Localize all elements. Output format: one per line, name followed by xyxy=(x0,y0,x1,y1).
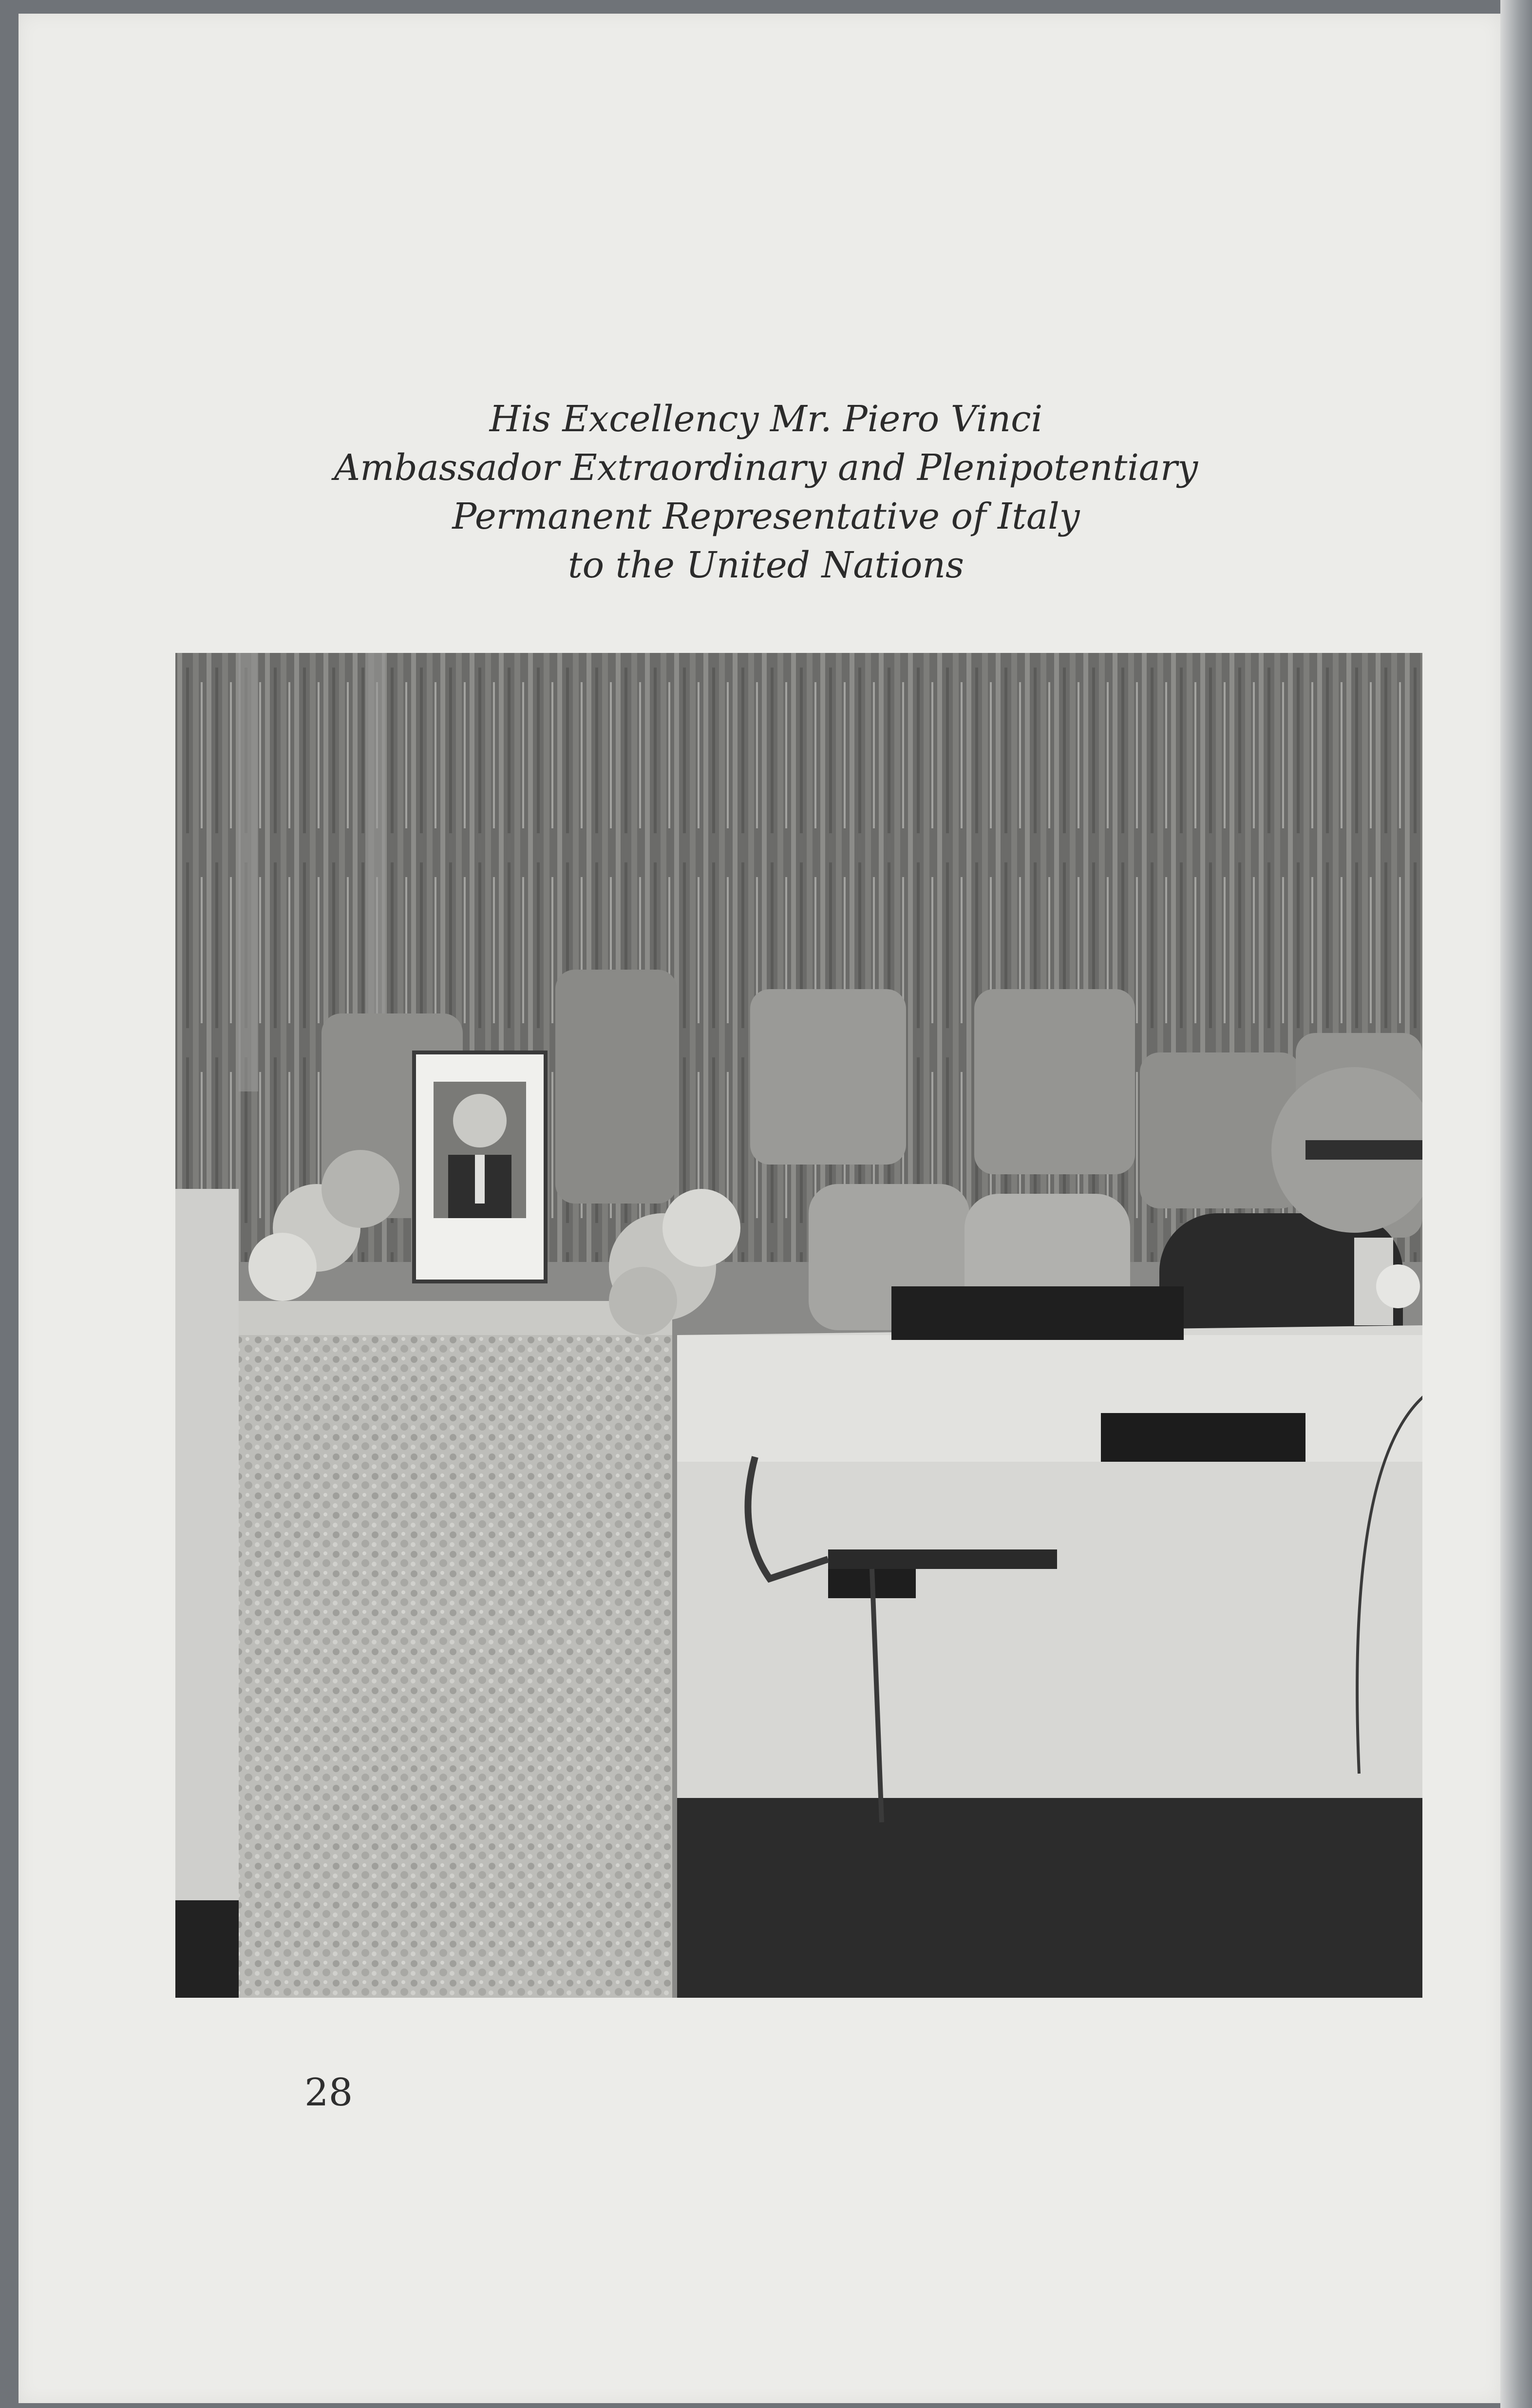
ceremony-photograph xyxy=(175,653,1422,1998)
page-edge xyxy=(1500,0,1532,2408)
photograph-image xyxy=(175,653,1422,1998)
caption-line-title: Ambassador Extraordinary and Plenipotentiary xyxy=(334,447,1198,489)
caption-line-position: Permanent Representative of Italy xyxy=(452,496,1080,537)
caption-line-name: His Excellency Mr. Piero Vinci xyxy=(489,398,1043,440)
page-number: 28 xyxy=(304,2071,353,2115)
photo-caption xyxy=(0,395,1532,590)
caption-line-organization: to the United Nations xyxy=(567,544,965,586)
